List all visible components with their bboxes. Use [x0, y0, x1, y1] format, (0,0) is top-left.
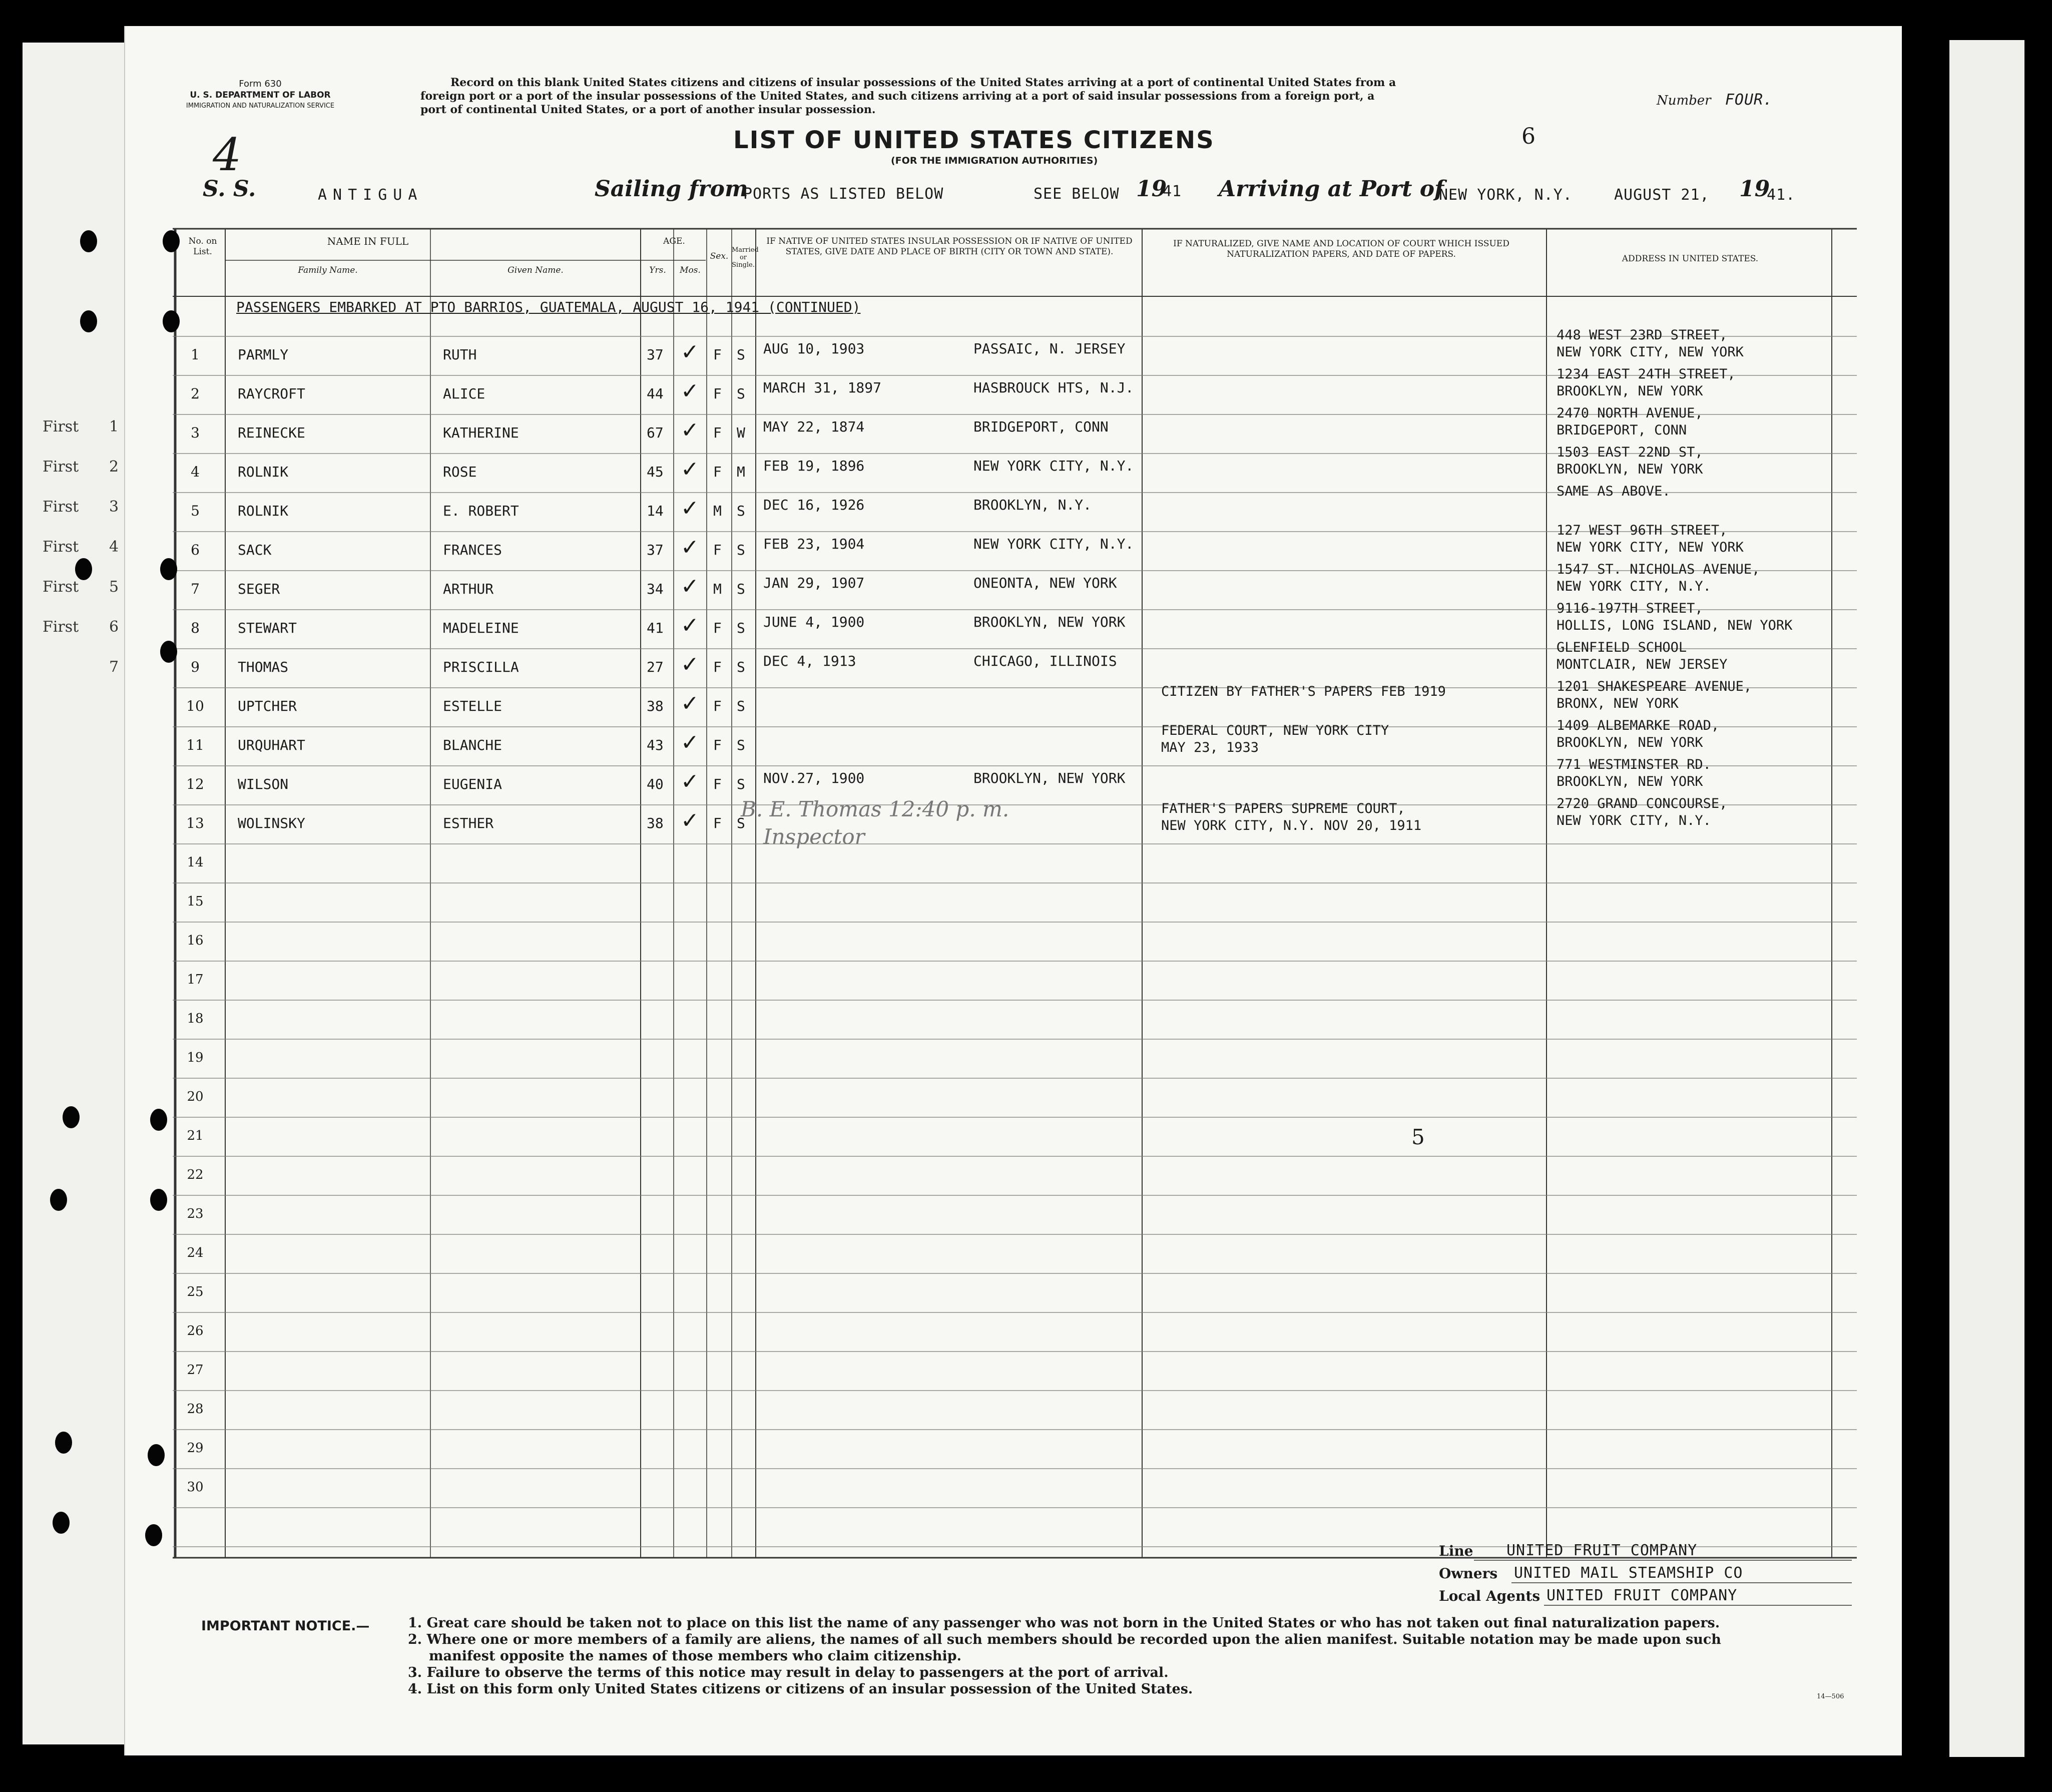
underlying-number: 4: [109, 538, 119, 556]
given-name: ESTHER: [443, 815, 494, 831]
marital-status: S: [737, 620, 745, 636]
marital-status: M: [737, 464, 745, 480]
row-number: 28: [187, 1402, 204, 1417]
sex: F: [713, 542, 722, 558]
address-line-2: BROOKLYN, NEW YORK: [1557, 735, 1703, 750]
owners-value: UNITED MAIL STEAMSHIP CO: [1514, 1564, 1743, 1582]
instruction-line-3: port of continental United States, or a port of another insular possession.: [420, 103, 876, 116]
address-line-2: NEW YORK CITY, N.Y.: [1557, 579, 1711, 594]
birth-place: CHICAGO, ILLINOIS: [973, 653, 1117, 669]
arrival-port: NEW YORK, N.Y.: [1439, 186, 1573, 204]
punch-hole: [63, 1106, 80, 1128]
underlying-number: 3: [109, 498, 119, 516]
age-months-check: ✓: [681, 339, 699, 365]
instruction-line-1: Record on this blank United States citizens and citizens of insular possessions of the United States arriving at a port of continental United States from a: [450, 76, 1396, 89]
header-name-full: NAME IN FULL: [327, 235, 409, 247]
age-years: 44: [647, 385, 664, 402]
address-line-2: BRONX, NEW YORK: [1557, 696, 1679, 711]
address-line-1: GLENFIELD SCHOOL: [1557, 640, 1687, 655]
ship-name: ANTIGUA: [318, 186, 423, 204]
year-to: 41.: [1767, 186, 1796, 204]
header-sex: Sex.: [710, 251, 729, 261]
underlying-first-label: First: [43, 538, 79, 556]
age-years: 34: [647, 581, 664, 597]
given-name: KATHERINE: [443, 424, 519, 441]
row-number: 23: [187, 1206, 204, 1221]
row-number: 8: [191, 620, 200, 636]
row-number: 19: [187, 1050, 204, 1065]
row-number: 26: [187, 1323, 204, 1338]
year-from: 41: [1163, 183, 1182, 200]
ss-label: S. S.: [203, 176, 256, 202]
age-months-check: ✓: [681, 457, 699, 482]
row-number: 11: [186, 737, 204, 753]
given-name: ROSE: [443, 464, 477, 480]
marital-status: S: [737, 346, 745, 363]
marital-status: S: [737, 581, 745, 597]
age-months-check: ✓: [681, 378, 699, 404]
marital-status: S: [737, 385, 745, 402]
address-line-1: 2720 GRAND CONCOURSE,: [1557, 796, 1728, 811]
underlying-first-label: First: [43, 498, 79, 516]
row-number: 10: [186, 698, 204, 714]
arriving-label: Arriving at Port of: [1219, 176, 1444, 202]
marital-status: S: [737, 815, 745, 831]
address-line-2: BROOKLYN, NEW YORK: [1557, 462, 1703, 477]
row-number: 3: [191, 424, 200, 441]
header-age: AGE.: [663, 236, 685, 246]
row-number: 15: [187, 894, 204, 909]
birth-date: JAN 29, 1907: [763, 575, 865, 591]
notice-2: 2. Where one or more members of a family are aliens, the names of all such members should be recorded upon the alien manifest. Suitable notation may be made upon such: [408, 1632, 1721, 1647]
age-years: 14: [647, 503, 664, 519]
given-name: BLANCHE: [443, 737, 502, 753]
punch-hole: [160, 641, 177, 663]
birth-date: DEC 4, 1913: [763, 653, 856, 669]
birth-place: BROOKLYN, NEW YORK: [973, 614, 1126, 630]
underlying-first-label: First: [43, 618, 79, 636]
punch-hole: [80, 310, 97, 332]
age-months-check: ✓: [681, 613, 699, 638]
punch-hole: [148, 1444, 165, 1466]
row-number: 16: [187, 933, 204, 948]
line-label: Line: [1439, 1543, 1473, 1559]
sex: F: [713, 815, 722, 831]
birth-place: PASSAIC, N. JERSEY: [973, 340, 1126, 357]
family-name: SACK: [238, 542, 272, 558]
row-number: 24: [187, 1245, 204, 1260]
row-number: 1: [191, 346, 200, 363]
marital-status: S: [737, 737, 745, 753]
sex: F: [713, 620, 722, 636]
address-line-1: 771 WESTMINSTER RD.: [1557, 757, 1711, 772]
sailing-date: SEE BELOW: [1034, 185, 1120, 203]
age-months-check: ✓: [681, 808, 699, 833]
sex: F: [713, 776, 722, 792]
row-number: 21: [187, 1128, 204, 1143]
age-years: 40: [647, 776, 664, 792]
notice-title: IMPORTANT NOTICE.—: [201, 1618, 370, 1634]
family-name: STEWART: [238, 620, 297, 636]
address-line-1: 1234 EAST 24TH STREET,: [1557, 366, 1736, 382]
naturalization-line-1: FATHER'S PAPERS SUPREME COURT,: [1161, 801, 1405, 816]
family-name: UPTCHER: [238, 698, 297, 714]
header-no: No. on List.: [188, 236, 217, 257]
family-name: WILSON: [238, 776, 289, 792]
age-months-check: ✓: [681, 652, 699, 677]
birth-date: DEC 16, 1926: [763, 497, 865, 513]
birth-place: ONEONTA, NEW YORK: [973, 575, 1117, 591]
age-months-check: ✓: [681, 769, 699, 794]
underlying-number: 2: [109, 458, 119, 476]
address-line-1: 127 WEST 96TH STREET,: [1557, 523, 1728, 538]
given-name: RUTH: [443, 346, 477, 363]
address-line-1: 1547 ST. NICHOLAS AVENUE,: [1557, 562, 1760, 577]
header-married: Married or Single.: [732, 246, 759, 269]
notice-1: 1. Great care should be taken not to place on this list the name of any passenger who was not born in the United States or who has not taken out final naturalization papers.: [408, 1615, 1720, 1631]
address-line-1: 448 WEST 23RD STREET,: [1557, 327, 1728, 343]
number-label: Number: [1657, 93, 1711, 108]
inspector-title: Inspector: [763, 824, 865, 849]
punch-hole: [145, 1524, 162, 1546]
birth-place: NEW YORK CITY, N.Y.: [973, 458, 1134, 474]
notice-2-cont: manifest opposite the names of those members who claim citizenship.: [429, 1648, 961, 1664]
age-months-check: ✓: [681, 730, 699, 755]
birth-date: MAY 22, 1874: [763, 418, 865, 435]
owners-label: Owners: [1439, 1565, 1498, 1582]
punch-hole: [150, 1189, 167, 1211]
underlying-first-label: First: [43, 418, 79, 435]
address-line-2: MONTCLAIR, NEW JERSEY: [1557, 657, 1728, 672]
sex: M: [713, 581, 722, 597]
header-birth: IF NATIVE OF UNITED STATES INSULAR POSSESSION OR IF NATIVE OF UNITED STATES, GIVE DATE AND PLACE OF BIRTH (CITY OR TOWN AND STATE).: [766, 236, 1133, 257]
marital-status: S: [737, 698, 745, 714]
age-years: 67: [647, 424, 664, 441]
marital-status: S: [737, 542, 745, 558]
instruction-line-2: foreign port or a port of the insular possessions of the United States, and such citizens arriving at a port of said insular possessions from a foreign port, a: [420, 90, 1375, 103]
age-months-check: ✓: [681, 535, 699, 560]
age-years: 43: [647, 737, 664, 753]
birth-date: MARCH 31, 1897: [763, 379, 882, 396]
underlying-sheet-right: [1949, 40, 2024, 1757]
marital-status: W: [737, 424, 745, 441]
sex: M: [713, 503, 722, 519]
underlying-number: 5: [109, 578, 119, 596]
age-months-check: ✓: [681, 417, 699, 443]
punch-hole: [53, 1512, 70, 1534]
given-name: ARTHUR: [443, 581, 494, 597]
row-number: 6: [191, 542, 200, 558]
header-yrs: Yrs.: [649, 265, 666, 275]
row-number: 27: [187, 1363, 204, 1378]
age-months-check: ✓: [681, 496, 699, 521]
header-given: Given Name.: [507, 265, 564, 275]
manifest-page: [124, 26, 1902, 1755]
birth-date: AUG 10, 1903: [763, 340, 865, 357]
age-years: 37: [647, 542, 664, 558]
address-line-1: 1409 ALBEMARKE ROAD,: [1557, 718, 1720, 733]
sex: F: [713, 346, 722, 363]
family-name: RAYCROFT: [238, 385, 305, 402]
punch-hole: [50, 1189, 67, 1211]
punch-hole: [150, 1109, 167, 1131]
birth-place: NEW YORK CITY, N.Y.: [973, 536, 1134, 552]
row-number: 30: [187, 1480, 204, 1495]
arrival-date: AUGUST 21,: [1614, 186, 1710, 204]
section-heading: PASSENGERS EMBARKED AT PTO BARRIOS, GUATEMALA, AUGUST 16, 1941 (CONTINUED): [236, 299, 861, 315]
given-name: MADELEINE: [443, 620, 519, 636]
birth-date: JUNE 4, 1900: [763, 614, 865, 630]
sex: F: [713, 385, 722, 402]
page-title: LIST OF UNITED STATES CITIZENS: [733, 126, 1215, 154]
naturalization-line-2: NEW YORK CITY, N.Y. NOV 20, 1911: [1161, 818, 1422, 833]
punch-hole: [80, 230, 97, 252]
header-address: ADDRESS IN UNITED STATES.: [1622, 254, 1759, 264]
sex: F: [713, 464, 722, 480]
service: IMMIGRATION AND NATURALIZATION SERVICE: [186, 102, 335, 110]
sailing-value: PORTS AS LISTED BELOW: [743, 185, 944, 203]
naturalization-line-1: CITIZEN BY FATHER'S PAPERS FEB 1919: [1161, 684, 1446, 699]
family-name: THOMAS: [238, 659, 289, 675]
row-number: 2: [191, 385, 200, 402]
notice-4: 4. List on this form only United States citizens or citizens of an insular possession of the United States.: [408, 1681, 1193, 1697]
row-number: 18: [187, 1011, 204, 1026]
inspector-signature: B. E. Thomas 12:40 p. m.: [741, 797, 1009, 821]
address-line-2: NEW YORK CITY, NEW YORK: [1557, 344, 1744, 360]
family-name: SEGER: [238, 581, 280, 597]
given-name: EUGENIA: [443, 776, 502, 792]
print-code: 14—506: [1817, 1693, 1844, 1700]
row-number: 9: [191, 659, 200, 675]
header-mos: Mos.: [680, 265, 701, 275]
line-value: UNITED FRUIT COMPANY: [1506, 1542, 1698, 1559]
age-years: 38: [647, 815, 664, 831]
sex: F: [713, 698, 722, 714]
year-prefix-to: 19: [1739, 176, 1770, 202]
row-number: 25: [187, 1284, 204, 1299]
row-number: 17: [187, 972, 204, 987]
given-name: ESTELLE: [443, 698, 502, 714]
row-number: 7: [191, 581, 200, 597]
address-line-1: SAME AS ABOVE.: [1557, 484, 1671, 499]
sheet-hand-number: 4: [213, 129, 242, 181]
address-line-1: 9116-197TH STREET,: [1557, 601, 1703, 616]
punch-hole: [75, 558, 92, 580]
row-number: 5: [191, 503, 200, 519]
age-years: 38: [647, 698, 664, 714]
address-line-1: 2470 NORTH AVENUE,: [1557, 405, 1703, 421]
address-line-2: BROOKLYN, NEW YORK: [1557, 774, 1703, 789]
underlying-number: 1: [109, 418, 119, 435]
marital-status: S: [737, 776, 745, 792]
sex: F: [713, 659, 722, 675]
address-line-2: HOLLIS, LONG ISLAND, NEW YORK: [1557, 618, 1793, 633]
row-number: 13: [186, 815, 204, 831]
header-family: Family Name.: [298, 265, 358, 275]
address-line-2: NEW YORK CITY, N.Y.: [1557, 813, 1711, 828]
naturalization-line-2: MAY 23, 1933: [1161, 740, 1259, 755]
family-name: REINECKE: [238, 424, 305, 441]
family-name: URQUHART: [238, 737, 305, 753]
sheet-number: 6: [1521, 124, 1535, 149]
punch-hole: [163, 230, 180, 252]
row-number: 12: [186, 776, 204, 792]
underlying-number: 6: [109, 618, 119, 636]
age-months-check: ✓: [681, 691, 699, 716]
agents-label: Local Agents: [1439, 1588, 1541, 1604]
birth-date: FEB 23, 1904: [763, 536, 865, 552]
given-name: FRANCES: [443, 542, 502, 558]
birth-date: NOV.27, 1900: [763, 770, 865, 786]
birth-date: FEB 19, 1896: [763, 458, 865, 474]
age-years: 45: [647, 464, 664, 480]
address-line-2: NEW YORK CITY, NEW YORK: [1557, 540, 1744, 555]
address-line-2: BROOKLYN, NEW YORK: [1557, 383, 1703, 399]
given-name: PRISCILLA: [443, 659, 519, 675]
family-name: ROLNIK: [238, 464, 289, 480]
notice-3: 3. Failure to observe the terms of this notice may result in delay to passengers at the port of arrival.: [408, 1665, 1169, 1680]
address-line-1: 1503 EAST 22ND ST,: [1557, 444, 1703, 460]
naturalization-line-1: FEDERAL COURT, NEW YORK CITY: [1161, 723, 1389, 738]
number-value: FOUR.: [1725, 91, 1773, 109]
birth-place: BROOKLYN, N.Y.: [973, 497, 1092, 513]
underlying-first-label: First: [43, 578, 79, 596]
marital-status: S: [737, 659, 745, 675]
address-line-1: 1201 SHAKESPEARE AVENUE,: [1557, 679, 1752, 694]
sex: F: [713, 737, 722, 753]
department: U. S. DEPARTMENT OF LABOR: [190, 90, 331, 100]
birth-place: HASBROUCK HTS, N.J.: [973, 379, 1134, 396]
punch-hole: [163, 310, 180, 332]
birth-place: BRIDGEPORT, CONN: [973, 418, 1109, 435]
page-mark: 5: [1411, 1125, 1425, 1149]
page-subtitle: (FOR THE IMMIGRATION AUTHORITIES): [891, 155, 1098, 166]
underlying-first-label: First: [43, 458, 79, 476]
family-name: ROLNIK: [238, 503, 289, 519]
punch-hole: [55, 1432, 72, 1454]
row-number: 14: [187, 855, 204, 870]
header-naturalized: IF NATURALIZED, GIVE NAME AND LOCATION OF COURT WHICH ISSUED NATURALIZATION PAPERS, AND DATE OF PAPERS.: [1173, 239, 1509, 259]
address-line-2: BRIDGEPORT, CONN: [1557, 422, 1687, 438]
sex: F: [713, 424, 722, 441]
marital-status: S: [737, 503, 745, 519]
sailing-label: Sailing from: [595, 176, 748, 202]
punch-hole: [160, 558, 177, 580]
row-number: 29: [187, 1441, 204, 1456]
age-years: 37: [647, 346, 664, 363]
row-number: 20: [187, 1089, 204, 1104]
family-name: WOLINSKY: [238, 815, 305, 831]
given-name: ALICE: [443, 385, 485, 402]
age-years: 27: [647, 659, 664, 675]
table-grid: [125, 26, 1902, 1755]
age-years: 41: [647, 620, 664, 636]
birth-place: BROOKLYN, NEW YORK: [973, 770, 1126, 786]
underlying-number: 7: [109, 658, 119, 676]
row-number: 4: [191, 464, 200, 480]
age-months-check: ✓: [681, 574, 699, 599]
agents-value: UNITED FRUIT COMPANY: [1547, 1587, 1738, 1604]
family-name: PARMLY: [238, 346, 289, 363]
form-number: Form 630: [239, 79, 282, 89]
row-number: 22: [187, 1167, 204, 1182]
notice-list: [408, 1615, 1874, 1697]
year-prefix-from: 19: [1136, 176, 1167, 202]
given-name: E. ROBERT: [443, 503, 519, 519]
